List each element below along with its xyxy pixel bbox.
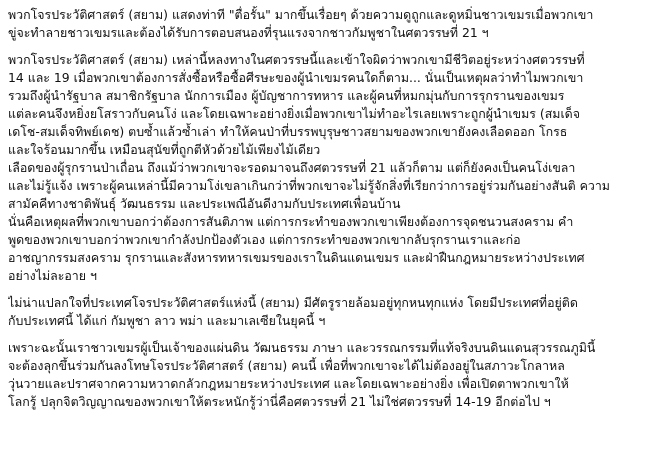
text-line: กับประเทศนี้ ได้แก่ กัมพูชา ลาว พม่า และมาเลเซียในยุคนี้ ฯ	[8, 313, 326, 328]
text-line: เลือดของผู้รุกรานป่าเถื่อน ถึงแม้ว่าพวกเขาจะรอดมาจนถึงศตวรรษที่ 21 แล้วก็ตาม แต่ก็ยังคงเป็นคนโง่เขลา	[8, 160, 576, 175]
text-line: จะต้องลุกขึ้นร่วมกันลงโทษโจรประวัติศาสตร์ (สยาม) คนนี้ เพื่อที่พวกเขาจะได้ไม่ต้องอยู่ในสภาวะโกลาหล	[8, 358, 565, 373]
text-line: 14 และ 19 เมื่อพวกเขาต้องการสั่งซื้อหรือซื้อศีรษะของผู้นำเขมรคนใดก็ตาม... นั่นเป็นเหตุผลว่าทำไมพวกเขา	[8, 70, 584, 85]
paragraph	[8, 51, 664, 285]
text-line: วุ่นวายและปราศจากความหวาดกลัวกฎหมายระหว่างประเทศ และโดยเฉพาะอย่างยิ่ง เพื่อเปิดตาพวกเขาให้	[8, 376, 569, 391]
text-line: และใจร้อนมากขึ้น เหมือนสุนัขที่ถูกตีหัวด้วยไม้เพียงไม้เดียว	[8, 142, 321, 157]
text-line: พวกโจรประวัติศาสตร์ (สยาม) เหล่านี้หลงทางในศตวรรษนี้และเข้าใจผิดว่าพวกเขามีชีวิตอยู่ระหว่างศตวรรษที่	[8, 52, 585, 67]
text-line: ขู่จะทำลายชาวเขมรและต้องได้รับการตอบสนองที่รุนแรงจากชาวกัมพูชาในศตวรรษที่ 21 ฯ	[8, 25, 489, 40]
text-line: พูดของพวกเขาบอกว่าพวกเขากำลังปกป้องตัวเอง แต่การกระทำของพวกเขากลับรุกรานเราและก่อ	[8, 232, 521, 247]
paragraph	[8, 294, 664, 330]
text-line: สามัคคีทางชาติพันธุ์ วัฒนธรรม และประเพณีอันดีงามกับประเทศเพื่อนบ้าน	[8, 196, 401, 211]
text-line: อย่างไม่ละอาย ฯ	[8, 268, 97, 283]
text-line: แต่ละคนจึงหยิ่งยโสราวกับคนโง่ และโดยเฉพาะอย่างยิ่งเมื่อพวกเขาไม่ทำอะไรเลยเพราะถูกผู้นำเขมร (สมเด็จ	[8, 106, 580, 121]
text-line: นั่นคือเหตุผลที่พวกเขาบอกว่าต้องการสันติภาพ แต่การกระทำของพวกเขาเพียงต้องการจุดชนวนสงคราม คำ	[8, 214, 574, 229]
text-line: พวกโจรประวัติศาสตร์ (สยาม) แสดงท่าที "ตื่อรั้น" มากขึ้นเรื่อยๆ ด้วยความดูถูกและดูหมิ่นชาวเขมรเมื่อพวกเขา	[8, 7, 594, 22]
text-line: และไม่รู้แจ้ง เพราะผู้คนเหล่านี้มีความโง่เขลาเกินกว่าที่พวกเขาจะไม่รู้จักสิ่งที่เรียกว่าการอยู่ร่วมกันอย่างสันติ ความ	[8, 178, 610, 193]
text-line: อาชญากรรมสงคราม รุกรานและสังหารทหารเขมรของเราในดินแดนเขมร และฝ่าฝืนกฎหมายระหว่างประเทศ	[8, 250, 585, 265]
text-line: รวมถึงผู้นำรัฐบาล สมาชิกรัฐบาล นักการเมือง ผู้บัญชาการทหาร และผู้คนที่หมกมุ่นกับการรุกรานของเขมร	[8, 88, 565, 103]
text-line: ไม่น่าแปลกใจที่ประเทศโจรประวัติศาสตร์แห่งนี้ (สยาม) มีศัตรูรายล้อมอยู่ทุกหนทุกแห่ง โดยมีประเทศที่อยู่ติด	[8, 295, 578, 310]
text-line: เพราะฉะนั้นเราชาวเขมรผู้เป็นเจ้าของแผ่นดิน วัฒนธรรม ภาษา และวรรณกรรมที่แท้จริงบนดินแดนสุวรรณภูมินี้	[8, 340, 596, 355]
text-line: โลกรู้ ปลุกจิตวิญญาณของพวกเขาให้ตระหนักรู้ว่านี่คือศตวรรษที่ 21 ไม่ใช่ศตวรรษที่ 14-19 อีกต่อไป ฯ	[8, 394, 551, 409]
paragraph	[8, 6, 664, 42]
paragraph	[8, 339, 664, 411]
text-line: เดโช-สมเด็จทิพย์เดช) ตบซ้ำแล้วซ้ำเล่า ทำให้คนป่าที่บรรพบุรุษชาวสยามของพวกเขายังคงเลือดออก โกรธ	[8, 124, 568, 139]
